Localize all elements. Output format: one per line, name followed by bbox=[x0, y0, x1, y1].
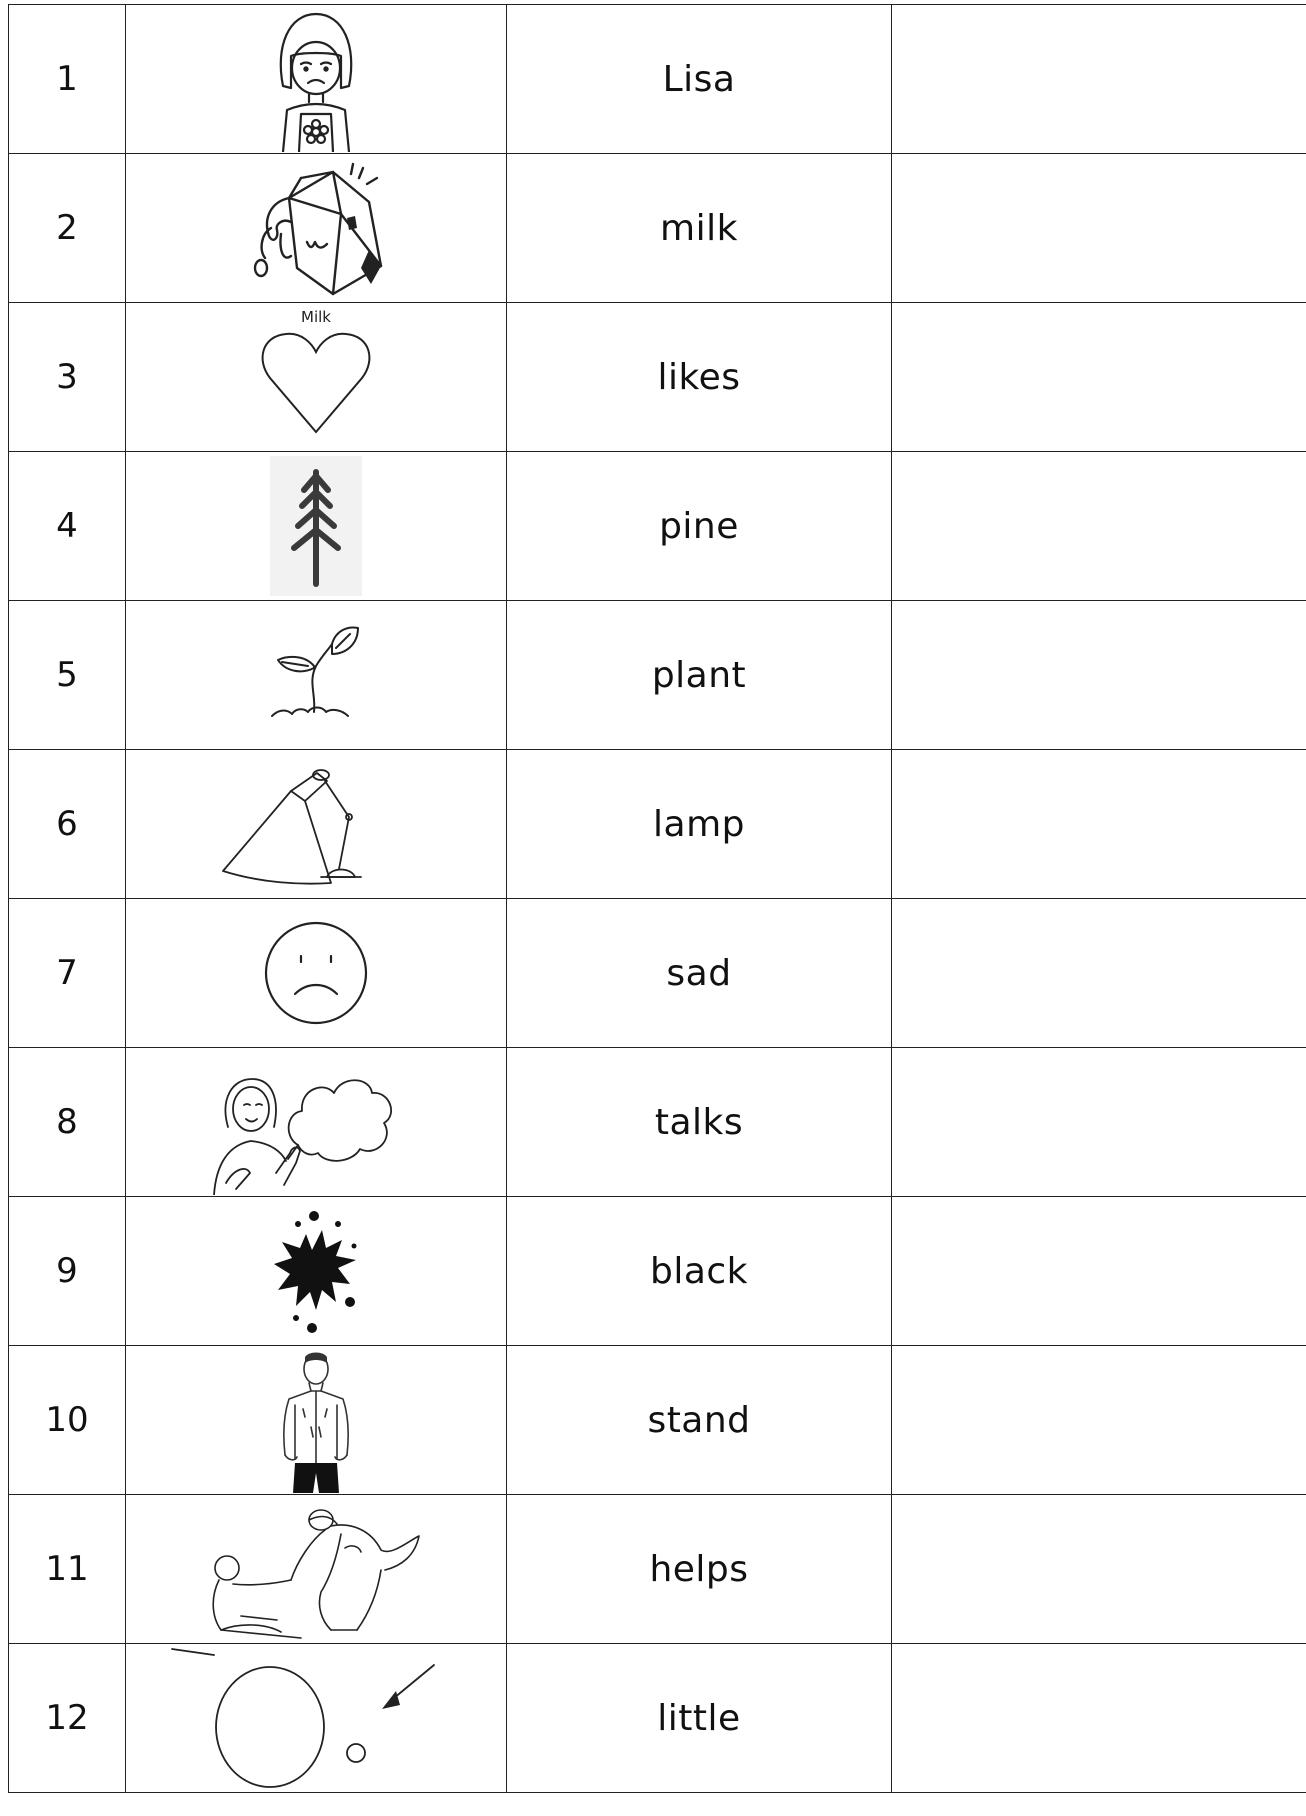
row-number: 5 bbox=[9, 601, 126, 750]
sad-face-icon bbox=[261, 918, 371, 1028]
big-and-little-circles-icon bbox=[166, 1645, 466, 1791]
answer-cell[interactable] bbox=[892, 452, 1306, 601]
answer-cell[interactable] bbox=[892, 601, 1306, 750]
row-number: 1 bbox=[9, 5, 126, 154]
answer-cell[interactable] bbox=[892, 1495, 1306, 1644]
picture-cell bbox=[126, 1197, 507, 1346]
table-row bbox=[9, 899, 1306, 1048]
picture-cell bbox=[126, 1346, 507, 1495]
table-row bbox=[9, 1048, 1306, 1197]
table-row bbox=[9, 1197, 1306, 1346]
answer-cell[interactable] bbox=[892, 750, 1306, 899]
picture-cell bbox=[126, 5, 507, 154]
helping-hand-icon bbox=[181, 1496, 451, 1642]
table-row bbox=[9, 1495, 1306, 1644]
row-number: 11 bbox=[9, 1495, 126, 1644]
picture-cell bbox=[126, 899, 507, 1048]
picture-cell bbox=[126, 303, 507, 452]
picture-cell bbox=[126, 750, 507, 899]
word-cell: plant bbox=[507, 601, 892, 750]
answer-cell[interactable] bbox=[892, 899, 1306, 1048]
answer-cell[interactable] bbox=[892, 1644, 1306, 1793]
word-cell: lamp bbox=[507, 750, 892, 899]
word-cell: sad bbox=[507, 899, 892, 1048]
answer-cell[interactable] bbox=[892, 1048, 1306, 1197]
table-row bbox=[9, 1644, 1306, 1793]
picture-cell bbox=[126, 154, 507, 303]
pine-tree-icon bbox=[270, 456, 362, 596]
desk-lamp-icon bbox=[221, 759, 411, 889]
answer-cell[interactable] bbox=[892, 1346, 1306, 1495]
table-row bbox=[9, 452, 1306, 601]
table-row bbox=[9, 154, 1306, 303]
word-cell: Lisa bbox=[507, 5, 892, 154]
word-cell: milk bbox=[507, 154, 892, 303]
sad-girl-icon bbox=[261, 6, 371, 152]
row-number: 10 bbox=[9, 1346, 126, 1495]
worksheet bbox=[8, 4, 1304, 1816]
row-number: 7 bbox=[9, 899, 126, 1048]
word-cell: black bbox=[507, 1197, 892, 1346]
word-cell: pine bbox=[507, 452, 892, 601]
table-row bbox=[9, 303, 1306, 452]
heart-caption: Milk bbox=[301, 308, 331, 326]
picture-cell bbox=[126, 452, 507, 601]
picture-cell bbox=[126, 1048, 507, 1197]
milk-carton-icon bbox=[241, 158, 391, 298]
row-number: 4 bbox=[9, 452, 126, 601]
word-cell: talks bbox=[507, 1048, 892, 1197]
heart-icon bbox=[256, 304, 376, 450]
talking-woman-icon bbox=[206, 1049, 426, 1195]
table-row bbox=[9, 750, 1306, 899]
word-cell: stand bbox=[507, 1346, 892, 1495]
standing-man-icon bbox=[261, 1347, 371, 1493]
picture-cell bbox=[126, 601, 507, 750]
answer-cell[interactable] bbox=[892, 1197, 1306, 1346]
word-cell: little bbox=[507, 1644, 892, 1793]
word-cell: likes bbox=[507, 303, 892, 452]
answer-cell[interactable] bbox=[892, 303, 1306, 452]
sprout-icon bbox=[266, 620, 366, 730]
table-row bbox=[9, 1346, 1306, 1495]
picture-cell bbox=[126, 1495, 507, 1644]
ink-splat-icon bbox=[266, 1206, 366, 1336]
answer-cell[interactable] bbox=[892, 154, 1306, 303]
table-row bbox=[9, 601, 1306, 750]
row-number: 8 bbox=[9, 1048, 126, 1197]
table-row bbox=[9, 5, 1306, 154]
row-number: 2 bbox=[9, 154, 126, 303]
vocabulary-table bbox=[8, 4, 1306, 1793]
word-cell: helps bbox=[507, 1495, 892, 1644]
answer-cell[interactable] bbox=[892, 5, 1306, 154]
picture-cell bbox=[126, 1644, 507, 1793]
row-number: 3 bbox=[9, 303, 126, 452]
row-number: 12 bbox=[9, 1644, 126, 1793]
row-number: 6 bbox=[9, 750, 126, 899]
row-number: 9 bbox=[9, 1197, 126, 1346]
